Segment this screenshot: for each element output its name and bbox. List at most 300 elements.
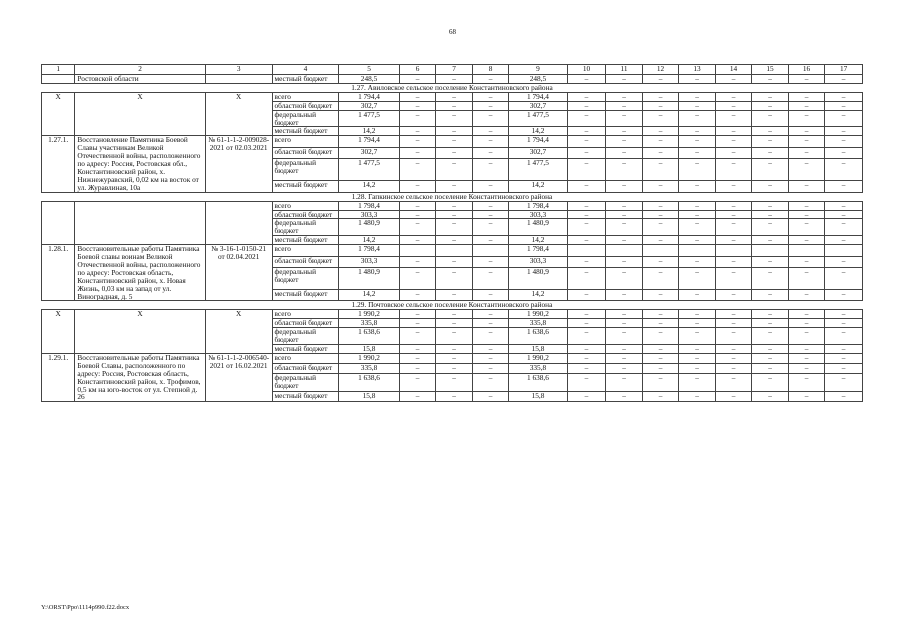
amount-col17: – [825,201,863,210]
amount-col7: – [436,328,473,345]
amount-col6: – [399,92,436,101]
amount-col12: – [642,363,679,373]
amount-col8: – [472,110,509,127]
amount-col7: – [436,181,473,193]
amount-col14: – [715,101,752,110]
amount-col8: – [472,201,509,210]
amount-col8: – [472,101,509,110]
amount-col6: – [399,328,436,345]
amount-col14: – [715,201,752,210]
amount-col10: – [567,392,606,402]
amount-col9: 302,7 [509,147,567,159]
amount-col12: – [642,127,679,136]
item-name: Восстановительные работы Памятника Боевой Славы, расположенного по адресу: Россия, Ростовская область, Константиновский район, х. Трофимов, 0,5 км на юго-восток от ул. Степной д. 26 [75,353,205,401]
amount-col5: 303,3 [339,256,400,268]
item-document: X [205,310,272,354]
amount-col10: – [567,310,606,319]
amount-col15: – [752,147,789,159]
amount-col9: 1 794,4 [509,92,567,101]
amount-col14: – [715,210,752,219]
amount-col5: 303,3 [339,210,400,219]
amount-col17: – [825,127,863,136]
amount-col14: – [715,345,752,354]
funding-source: местный бюджет [272,236,339,245]
amount-col17: – [825,310,863,319]
column-number: 15 [752,65,789,75]
item-number: X [42,92,75,136]
amount-col7: – [436,256,473,268]
amount-col17: – [825,210,863,219]
amount-col5: 14,2 [339,236,400,245]
section-heading: 1.28. Гапкинское сельское поселение Константиновского района [42,192,863,201]
funding-source: федеральный бюджет [272,159,339,181]
amount-col11: – [606,363,643,373]
amount-col17: – [825,101,863,110]
amount-col12: – [642,236,679,245]
amount-col8: – [472,136,509,148]
amount-col15: – [752,236,789,245]
amount-col5: 1 638,6 [339,328,400,345]
amount-col14: – [715,310,752,319]
amount-col8: – [472,210,509,219]
amount-col17: – [825,147,863,159]
amount-col10: – [567,373,606,392]
column-number: 2 [75,65,205,75]
section-heading-row [42,192,863,201]
column-number: 6 [399,65,436,75]
amount-col14: – [715,363,752,373]
amount-col12: – [642,136,679,148]
table-row [42,201,863,210]
amount-col13: – [679,236,716,245]
amount-col14: – [715,392,752,402]
amount-col6: – [399,345,436,354]
amount-col12: – [642,328,679,345]
amount-col8: – [472,345,509,354]
amount-col9: 1 990,2 [509,353,567,363]
amount-col10: – [567,101,606,110]
funding-source: федеральный бюджет [272,268,339,290]
amount-col6: – [399,201,436,210]
amount-col9: 1 480,9 [509,268,567,290]
amount-col17: – [825,159,863,181]
amount-col9: 14,2 [509,181,567,193]
amount-col14: – [715,353,752,363]
amount-col8: – [472,159,509,181]
item-name: Ростовской области [75,75,205,84]
amount-col16: – [788,345,825,354]
amount-col17: – [825,181,863,193]
amount-col6: – [399,236,436,245]
amount-col7: – [436,310,473,319]
amount-col15: – [752,392,789,402]
amount-col14: – [715,159,752,181]
amount-col8: – [472,392,509,402]
funding-source: местный бюджет [272,345,339,354]
amount-col7: – [436,127,473,136]
amount-col5: 302,7 [339,147,400,159]
amount-col17: – [825,268,863,290]
funding-source: федеральный бюджет [272,373,339,392]
item-document: № 61-1-1-2-009028-2021 от 02.03.2021 [205,136,272,192]
amount-col12: – [642,289,679,301]
item-number: 1.27.1. [42,136,75,192]
amount-col13: – [679,136,716,148]
amount-col15: – [752,75,789,84]
amount-col12: – [642,345,679,354]
amount-col12: – [642,268,679,290]
funding-source: местный бюджет [272,181,339,193]
amount-col6: – [399,127,436,136]
amount-col11: – [606,219,643,236]
amount-col13: – [679,328,716,345]
amount-col9: 14,2 [509,127,567,136]
amount-col12: – [642,353,679,363]
amount-col16 [788,245,825,257]
amount-col14: – [715,319,752,328]
amount-col11 [606,245,643,257]
amount-col15: – [752,159,789,181]
amount-col11: – [606,127,643,136]
amount-col7: – [436,268,473,290]
amount-col12: – [642,392,679,402]
amount-col6: – [399,210,436,219]
amount-col16: – [788,353,825,363]
amount-col5: 1 480,9 [339,268,400,290]
amount-col9: 14,2 [509,289,567,301]
funding-source: местный бюджет [272,75,339,84]
amount-col9: 15,8 [509,345,567,354]
amount-col15: – [752,136,789,148]
amount-col10: – [567,328,606,345]
funding-source: областной бюджет [272,147,339,159]
item-name: Восстановительные работы Памятника Боевой славы воинам Великой Отечественной войны, расположенного по адресу: Ростовская область, Константиновский район, х. Новая Жизнь, 0,03 км на запад от ул. Виноградная, д. 5 [75,245,205,301]
amount-col16: – [788,181,825,193]
amount-col16: – [788,310,825,319]
amount-col7: – [436,219,473,236]
amount-col15: – [752,353,789,363]
amount-col11: – [606,92,643,101]
amount-col14: – [715,127,752,136]
amount-col6: – [399,392,436,402]
amount-col7: – [436,75,473,84]
amount-col5: 1 638,6 [339,373,400,392]
amount-col8: – [472,289,509,301]
amount-col10: – [567,289,606,301]
amount-col15: – [752,345,789,354]
column-number: 14 [715,65,752,75]
amount-col15: – [752,101,789,110]
amount-col10: – [567,363,606,373]
amount-col14: – [715,268,752,290]
table-row [42,310,863,319]
item-number: 1.29.1. [42,353,75,401]
funding-source: областной бюджет [272,363,339,373]
amount-col15: – [752,310,789,319]
amount-col9: 1 638,6 [509,373,567,392]
amount-col17: – [825,319,863,328]
amount-col15: – [752,181,789,193]
amount-col11: – [606,353,643,363]
amount-col6: – [399,363,436,373]
amount-col7: – [436,236,473,245]
amount-col5: 14,2 [339,181,400,193]
budget-table [41,64,863,402]
amount-col7: – [436,147,473,159]
amount-col13: – [679,289,716,301]
amount-col11: – [606,289,643,301]
amount-col13: – [679,319,716,328]
amount-col11: – [606,328,643,345]
amount-col17 [825,245,863,257]
section-heading: 1.29. Почтовское сельское поселение Константиновского района [42,301,863,310]
amount-col5: 1 990,2 [339,310,400,319]
amount-col11: – [606,110,643,127]
amount-col16: – [788,101,825,110]
amount-col6 [399,245,436,257]
amount-col6: – [399,147,436,159]
item-number: 1.28.1. [42,245,75,301]
amount-col8: – [472,319,509,328]
amount-col14: – [715,136,752,148]
amount-col17: – [825,92,863,101]
column-number: 16 [788,65,825,75]
amount-col10: – [567,256,606,268]
amount-col7: – [436,353,473,363]
amount-col6: – [399,373,436,392]
amount-col9: 335,8 [509,319,567,328]
amount-col6: – [399,219,436,236]
amount-col10: – [567,159,606,181]
amount-col10: – [567,181,606,193]
amount-col8: – [472,373,509,392]
amount-col14: – [715,328,752,345]
amount-col6: – [399,136,436,148]
amount-col5: 1 798,4 [339,201,400,210]
funding-source: областной бюджет [272,319,339,328]
funding-source: местный бюджет [272,127,339,136]
amount-col15: – [752,92,789,101]
amount-col13: – [679,256,716,268]
amount-col13: – [679,75,716,84]
column-number: 1 [42,65,75,75]
amount-col7: – [436,373,473,392]
amount-col16: – [788,136,825,148]
amount-col13: – [679,159,716,181]
amount-col16: – [788,256,825,268]
file-path-footer: Y:\ORST\Ppo\1114p990.f22.docx [41,604,130,611]
amount-col17: – [825,219,863,236]
table-row [42,92,863,101]
amount-col7: – [436,289,473,301]
amount-col5: 335,8 [339,363,400,373]
amount-col13: – [679,147,716,159]
amount-col11: – [606,75,643,84]
amount-col12: – [642,92,679,101]
amount-col11: – [606,236,643,245]
amount-col5: 1 477,5 [339,159,400,181]
amount-col15: – [752,219,789,236]
item-number [42,201,75,245]
amount-col11: – [606,392,643,402]
amount-col11: – [606,201,643,210]
amount-col5: 248,5 [339,75,400,84]
amount-col13: – [679,127,716,136]
funding-source: федеральный бюджет [272,219,339,236]
amount-col12: – [642,147,679,159]
amount-col13 [679,245,716,257]
amount-col5: 1 794,4 [339,136,400,148]
amount-col5: 15,8 [339,392,400,402]
item-document [205,75,272,84]
amount-col7: – [436,345,473,354]
amount-col14: – [715,147,752,159]
funding-source: всего [272,201,339,210]
amount-col15: – [752,363,789,373]
amount-col9: 14,2 [509,236,567,245]
funding-source: всего [272,310,339,319]
amount-col12: – [642,110,679,127]
column-number: 3 [205,65,272,75]
amount-col11: – [606,268,643,290]
amount-col12: – [642,75,679,84]
amount-col8: – [472,75,509,84]
column-number: 13 [679,65,716,75]
funding-source: областной бюджет [272,101,339,110]
amount-col14: – [715,256,752,268]
amount-col16: – [788,268,825,290]
amount-col13: – [679,373,716,392]
amount-col17: – [825,373,863,392]
funding-source: местный бюджет [272,289,339,301]
amount-col16: – [788,75,825,84]
amount-col10: – [567,268,606,290]
amount-col17: – [825,345,863,354]
amount-col11: – [606,256,643,268]
amount-col17: – [825,289,863,301]
column-number: 9 [509,65,567,75]
amount-col17: – [825,136,863,148]
item-document [205,201,272,245]
amount-col5: 1 990,2 [339,353,400,363]
table-row [42,245,863,257]
amount-col16: – [788,127,825,136]
amount-col6: – [399,101,436,110]
amount-col9: 1 477,5 [509,159,567,181]
amount-col17: – [825,110,863,127]
amount-col15: – [752,127,789,136]
amount-col12 [642,245,679,257]
amount-col8: – [472,363,509,373]
item-document: X [205,92,272,136]
amount-col5: 1 794,4 [339,92,400,101]
funding-source: местный бюджет [272,392,339,402]
amount-col7: – [436,319,473,328]
amount-col11: – [606,210,643,219]
amount-col6: – [399,289,436,301]
amount-col17: – [825,328,863,345]
column-number-row [42,65,863,75]
amount-col6: – [399,159,436,181]
amount-col17: – [825,392,863,402]
amount-col12: – [642,256,679,268]
amount-col13: – [679,101,716,110]
amount-col6: – [399,319,436,328]
funding-source: областной бюджет [272,210,339,219]
amount-col11: – [606,345,643,354]
item-document: № 3-16-1-0150-21 от 02.04.2021 [205,245,272,301]
amount-col9: 1 798,4 [509,245,567,257]
amount-col14: – [715,236,752,245]
amount-col16: – [788,110,825,127]
amount-col10: – [567,353,606,363]
amount-col11: – [606,181,643,193]
amount-col9: 1 990,2 [509,310,567,319]
amount-col12: – [642,310,679,319]
amount-col16: – [788,92,825,101]
page-number: 68 [449,28,456,36]
column-number: 12 [642,65,679,75]
amount-col6: – [399,110,436,127]
amount-col14: – [715,219,752,236]
amount-col9: 15,8 [509,392,567,402]
amount-col13: – [679,353,716,363]
amount-col14: – [715,92,752,101]
amount-col5: 14,2 [339,289,400,301]
amount-col12: – [642,101,679,110]
amount-col8: – [472,181,509,193]
amount-col15 [752,245,789,257]
column-number: 11 [606,65,643,75]
amount-col11: – [606,159,643,181]
amount-col5: 335,8 [339,319,400,328]
amount-col8: – [472,310,509,319]
funding-source: федеральный бюджет [272,110,339,127]
amount-col10: – [567,147,606,159]
amount-col10: – [567,219,606,236]
amount-col13: – [679,310,716,319]
amount-col8: – [472,328,509,345]
amount-col14: – [715,289,752,301]
item-name: Восстановление Памятника Боевой Славы участникам Великой Отечественной войны, расположенного по адресу: Россия, Ростовская обл., Константиновский район, х. Нижнежуравский, 0,02 км на восток от ул. Журавлиная, 10а [75,136,205,192]
section-heading: 1.27. Авиловское сельское поселение Константиновского района [42,83,863,92]
amount-col10 [567,245,606,257]
amount-col16: – [788,201,825,210]
amount-col13: – [679,345,716,354]
amount-col14: – [715,181,752,193]
table-row [42,75,863,84]
amount-col14: – [715,373,752,392]
funding-source: областной бюджет [272,256,339,268]
amount-col8: – [472,219,509,236]
amount-col15: – [752,328,789,345]
amount-col12: – [642,201,679,210]
amount-col5: 1 798,4 [339,245,400,257]
amount-col7: – [436,201,473,210]
amount-col15: – [752,201,789,210]
amount-col9: 1 638,6 [509,328,567,345]
amount-col15: – [752,373,789,392]
amount-col9: 248,5 [509,75,567,84]
column-number: 7 [436,65,473,75]
amount-col10: – [567,92,606,101]
amount-col11: – [606,319,643,328]
amount-col17: – [825,353,863,363]
section-heading-row [42,83,863,92]
amount-col15: – [752,210,789,219]
amount-col16: – [788,363,825,373]
item-number [42,75,75,84]
